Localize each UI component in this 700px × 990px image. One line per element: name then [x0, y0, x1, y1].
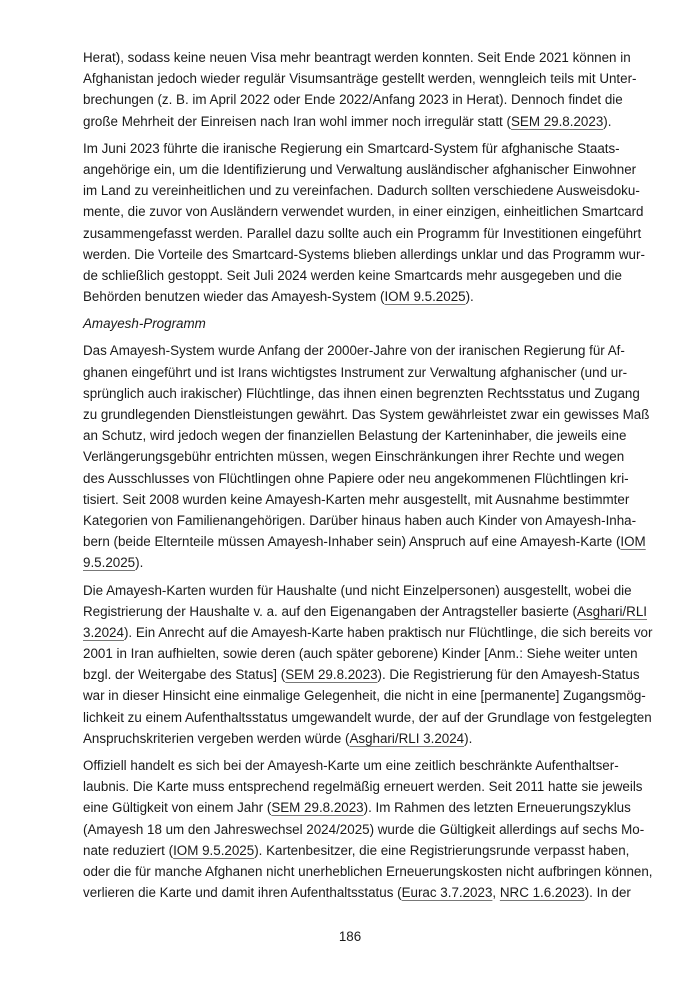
document-body	[83, 47, 653, 909]
text-segment: große Mehrheit der Einreisen nach Iran wohl immer noch irregulär statt (	[83, 113, 511, 129]
page-number: 186	[338, 929, 362, 944]
text-line	[83, 362, 628, 383]
text-segment: zu grundlegenden Dienstleistungen gewährt. Das System gewährleistet zwar ein gewisses Maß	[83, 407, 650, 422]
text-line	[83, 340, 625, 361]
text-segment: oder die für manche Afghanen nicht unerheblichen Erneuerungskosten nicht aufbringen können,	[83, 863, 653, 879]
text-segment: lichkeit zu einem Aufenthaltsstatus umgewandelt wurde, der auf der Grundlage von festgelegten	[83, 709, 652, 725]
text-segment: des Ausschlusses von Flüchtlingen ohne Papiere oder neu angekommenen Flüchtlingen kri-	[83, 470, 629, 486]
source-link[interactable]: Asghari/RLI	[577, 603, 647, 619]
text-segment: mente, die zuvor von Ausländern verwendet wurden, in einer einzigen, einheitlichen Smartcard	[83, 204, 644, 220]
text-line	[83, 643, 638, 664]
text-segment: ).	[603, 113, 612, 129]
text-line	[83, 755, 618, 776]
text-line	[83, 580, 632, 601]
section-heading: Amayesh-Programm	[83, 316, 206, 332]
text-segment: Das Amayesh-System wurde Anfang der 2000er-Jahre von der iranischen Regierung für Af-	[83, 343, 625, 359]
paragraph	[83, 580, 653, 750]
text-line	[83, 510, 637, 531]
text-segment: Registrierung der Haushalte v. a. auf den Eigenangaben der Antragsteller basierte (	[83, 603, 578, 619]
text-segment: Im Juni 2023 führte die iranische Regierung ein Smartcard-System für afghanische Staats-	[83, 140, 620, 156]
source-link[interactable]: SEM 29.8.2023	[510, 113, 604, 129]
text-segment: an Schutz, wird jedoch wegen der finanziellen Belastung der Karteninhaber, die jeweils eine	[83, 428, 627, 444]
text-line	[83, 861, 653, 882]
text-segment: war in dieser Hinsicht eine einmalige Gelegenheit, die nicht in eine [permanente] Zugangsmög-	[83, 688, 646, 704]
text-segment: Herat), sodass keine neuen Visa mehr beantragt werden konnten. Seit Ende 2021 können in	[83, 50, 631, 65]
text-segment: zusammengefasst werden. Parallel dazu sollte auch ein Programm für Investitionen eingeführt	[83, 225, 642, 241]
text-line	[83, 819, 645, 840]
text-segment: nate reduziert (	[83, 842, 174, 858]
paragraph	[83, 138, 645, 308]
text-line	[83, 601, 647, 622]
text-segment: bzgl. der Weitergabe des Status] (	[83, 667, 286, 683]
text-segment: (Amayesh 18 um den Jahreswechsel 2024/2025) wurde die Gültigkeit allerdings auf sechs Mo-	[83, 821, 645, 837]
text-segment: ). In der	[584, 885, 631, 901]
text-segment: ,	[492, 885, 500, 901]
text-line	[83, 47, 631, 68]
text-segment: ).	[135, 555, 144, 571]
text-line	[83, 707, 652, 728]
text-segment: Anspruchskriterien vergeben werden würde (	[83, 730, 350, 746]
text-line	[83, 882, 631, 903]
source-link[interactable]: IOM 9.5.2025	[384, 289, 466, 305]
source-link[interactable]: NRC 1.6.2023	[499, 885, 585, 901]
text-segment: brechungen (z. B. im April 2022 oder Ende 2022/Anfang 2023 in Herat). Dennoch findet die	[83, 92, 623, 108]
text-line	[83, 797, 631, 818]
text-segment: 2001 in Iran aufhielten, sowie deren (auch später geborene) Kinder [Anm.: Siehe weiter unten	[83, 646, 638, 662]
text-segment: ).	[464, 730, 473, 746]
text-segment: im Land zu vereinheitlichen und zu vereinfachen. Dadurch sollten verschiedene Ausweisdoku-	[83, 183, 640, 199]
text-line	[83, 286, 618, 307]
text-line	[83, 776, 643, 797]
text-segment: Verlängerungsgebühr entrichten müssen, wegen Einschränkungen ihrer Rechte und wegen	[83, 449, 625, 465]
text-segment: verlieren die Karte und damit ihren Aufenthaltsstatus (	[83, 885, 402, 901]
text-segment: de schließlich gestoppt. Seit Juli 2024 werden keine Smartcards mehr ausgegeben und die	[83, 267, 622, 283]
source-link[interactable]: IOM 9.5.2025	[173, 842, 255, 858]
text-segment: sprünglich auch irakischer) Flüchtlinge, das ihnen einen begrenzten Rechtsstatus und Zugang	[83, 385, 640, 401]
text-line	[83, 265, 622, 286]
text-segment: Die Amayesh-Karten wurden für Haushalte (und nicht Einzelpersonen) ausgestellt, wobei die	[83, 582, 632, 598]
text-line	[83, 685, 646, 706]
text-line	[83, 489, 630, 510]
paragraph	[83, 340, 650, 573]
text-segment: ghanen eingeführt und ist Irans wichtigstes Instrument zur Verwaltung afghanischer (und ur-	[83, 364, 628, 380]
text-segment: Behörden benutzen wieder das Amayesh-System (	[83, 289, 385, 305]
source-link[interactable]: Asghari/RLI 3.2024	[349, 730, 465, 746]
text-line	[83, 223, 642, 244]
text-line	[83, 159, 637, 180]
paragraph	[83, 47, 637, 132]
text-segment: Afghanistan jedoch wieder regulär Visumsanträge gestellt werden, wenngleich teils mit Unter-	[83, 71, 637, 87]
text-segment: bern (beide Elternteile müssen Amayesh-Inhaber sein) Anspruch auf eine Amayesh-Karte (	[83, 534, 621, 550]
source-link[interactable]: 3.2024	[83, 624, 124, 640]
source-link[interactable]: SEM 29.8.2023	[285, 667, 378, 683]
text-segment: ). Im Rahmen des letzten Erneuerungszyklus	[363, 800, 631, 816]
text-line	[83, 622, 653, 643]
text-line	[83, 89, 623, 110]
text-line	[83, 468, 629, 489]
text-line	[83, 531, 646, 552]
text-line	[83, 201, 644, 222]
text-segment: werden. Die Vorteile des Smartcard-Systems blieben allerdings unklar und das Programm wur-	[83, 246, 645, 262]
source-link[interactable]: IOM	[620, 534, 646, 550]
text-line	[83, 180, 640, 201]
text-segment: tisiert. Seit 2008 wurden keine Amayesh-Karten mehr ausgestellt, mit Ausnahme bestimmter	[83, 491, 630, 507]
text-segment: ). Die Registrierung für den Amayesh-Status	[377, 667, 640, 683]
text-line	[83, 840, 630, 861]
text-segment: Offiziell handelt es sich bei der Amayesh-Karte um eine zeitlich beschränkte Aufenthaltser-	[83, 758, 619, 773]
text-segment: ).	[465, 289, 474, 305]
text-segment: ). Ein Anrecht auf die Amayesh-Karte haben praktisch nur Flüchtlinge, die sich bereits vor	[123, 624, 653, 640]
text-line	[83, 404, 650, 425]
source-link[interactable]: Eurac 3.7.2023	[401, 885, 493, 901]
source-link[interactable]: 9.5.2025	[83, 555, 136, 571]
paragraph	[83, 755, 653, 903]
text-segment: Kategorien von Familienangehörigen. Darüber hinaus haben auch Kinder von Amayesh-Inha-	[83, 512, 637, 528]
text-segment: angehörige ein, um die Identifizierung und Verwaltung ausländischer afghanischer Einwohner	[83, 161, 637, 177]
text-segment: ). Kartenbesitzer, die eine Registrierungsrunde verpasst haben,	[254, 842, 630, 858]
text-line	[83, 383, 640, 404]
text-line	[83, 244, 645, 265]
text-line	[83, 728, 618, 749]
text-segment: eine Gültigkeit von einem Jahr (	[83, 800, 272, 816]
text-line	[83, 111, 618, 132]
text-line	[83, 138, 618, 159]
text-line	[83, 68, 637, 89]
text-line	[83, 446, 625, 467]
text-segment: laubnis. Die Karte muss entsprechend regelmäßig erneuert werden. Seit 2011 hatte sie jeweils	[83, 779, 643, 795]
source-link[interactable]: SEM 29.8.2023	[271, 800, 364, 816]
text-line	[83, 664, 640, 685]
text-line	[83, 552, 618, 573]
text-line	[83, 425, 627, 446]
